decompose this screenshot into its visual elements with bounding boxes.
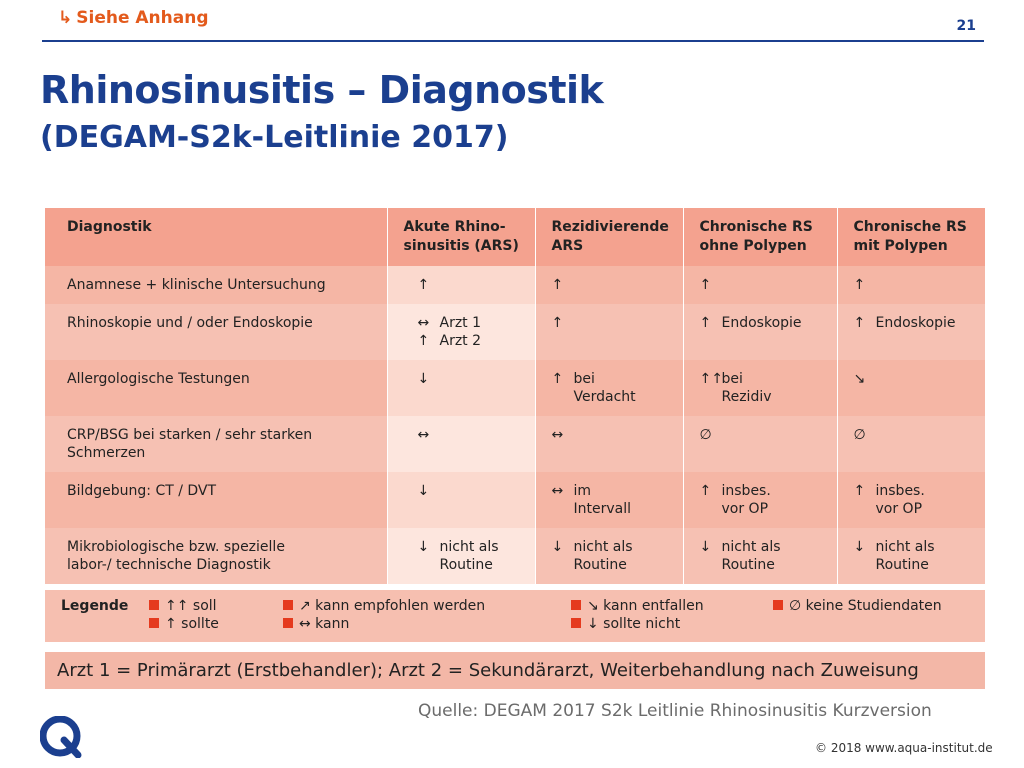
cell-line — [552, 556, 683, 574]
cell-line — [854, 500, 986, 518]
footnote-box: Arzt 1 = Primärarzt (Erstbehandler); Arzt 2 = Sekundärarzt, Weiterbehandlung nach Zuweisung — [45, 652, 985, 689]
cell-text: Endoskopie — [875, 315, 956, 331]
cell-line — [700, 556, 837, 574]
cell-line — [854, 482, 986, 500]
header-line: ohne Polypen — [699, 238, 807, 254]
recommendation-icon: ∅ — [853, 427, 866, 443]
table-cell — [683, 360, 837, 416]
table-cell — [837, 266, 985, 304]
cell-line — [854, 556, 986, 574]
legend-item — [773, 598, 942, 614]
recommendation-icon: ↔ — [551, 483, 564, 499]
source-citation: Quelle: DEGAM 2017 S2k Leitlinie Rhinosinusitis Kurzversion — [418, 701, 932, 721]
header-line: Chronische RS — [699, 219, 813, 235]
legend-title: Legende — [61, 598, 129, 614]
table-cell — [683, 266, 837, 304]
recommendation-icon: ↓ — [417, 539, 430, 555]
cell-text: Endoskopie — [721, 315, 802, 331]
aqua-logo-icon — [40, 716, 82, 758]
cell-text: bei — [721, 371, 743, 387]
recommendation-icon: ↑ — [551, 277, 564, 293]
cell-text: im — [573, 483, 592, 499]
legend-marker-icon — [283, 618, 293, 628]
cell-text: Routine — [721, 557, 775, 573]
cell-line — [418, 556, 535, 574]
cell-text: Routine — [875, 557, 929, 573]
recommendation-icon: ↑ — [853, 315, 866, 331]
cell-line — [700, 276, 837, 294]
cell-text: Arzt 1 — [439, 315, 482, 331]
row-label-line: Allergologische Testungen — [67, 371, 250, 387]
cell-text: Rezidiv — [721, 389, 772, 405]
legend-marker-icon — [283, 600, 293, 610]
recommendation-icon: ↑ — [551, 371, 564, 387]
cell-text: Routine — [573, 557, 627, 573]
cell-line — [552, 276, 683, 294]
cell-line — [854, 538, 986, 556]
cell-text: nicht als — [439, 539, 499, 555]
cell-line — [418, 426, 535, 444]
table-row — [45, 304, 985, 360]
cell-line — [854, 370, 986, 388]
diagnostics-table — [45, 208, 985, 584]
row-label — [45, 304, 387, 360]
table-row — [45, 360, 985, 416]
legend-item — [283, 598, 485, 614]
page-title: Rhinosinusitis – Diagnostik — [40, 68, 604, 112]
recommendation-icon: ↔ — [417, 427, 430, 443]
recommendation-icon: ↑ — [699, 277, 712, 293]
cell-line — [700, 482, 837, 500]
legend-item-label: ∅ keine Studiendaten — [789, 598, 942, 614]
cell-line — [700, 388, 837, 406]
table-cell — [837, 304, 985, 360]
header-line: Diagnostik — [67, 219, 152, 235]
table-cell — [535, 528, 683, 584]
table-cell — [837, 360, 985, 416]
table-cell — [683, 416, 837, 472]
table-row — [45, 416, 985, 472]
table-cell — [837, 416, 985, 472]
recommendation-icon: ↑ — [417, 277, 430, 293]
legend-marker-icon — [571, 618, 581, 628]
cell-line — [418, 332, 535, 350]
column-header — [45, 208, 387, 266]
recommendation-icon: ↓ — [853, 539, 866, 555]
column-header — [683, 208, 837, 266]
row-label-line: Anamnese + klinische Untersuchung — [67, 277, 326, 293]
row-label — [45, 472, 387, 528]
table-cell — [387, 416, 535, 472]
table-body — [45, 266, 985, 584]
recommendation-icon: ↑ — [551, 315, 564, 331]
row-label — [45, 528, 387, 584]
cell-text: Routine — [439, 557, 493, 573]
cell-line — [552, 500, 683, 518]
cell-text: nicht als — [875, 539, 935, 555]
legend-item — [571, 598, 704, 614]
return-arrow-icon: ↳ — [58, 8, 73, 28]
legend-marker-icon — [149, 600, 159, 610]
recommendation-icon: ↔ — [417, 315, 430, 331]
column-header — [535, 208, 683, 266]
cell-line — [552, 538, 683, 556]
header-line: mit Polypen — [853, 238, 948, 254]
table-cell — [683, 528, 837, 584]
header-line: ARS — [551, 238, 584, 254]
table-row — [45, 266, 985, 304]
legend-item — [571, 616, 680, 632]
header-line: sinusitis (ARS) — [403, 238, 519, 254]
legend-marker-icon — [571, 600, 581, 610]
row-label — [45, 360, 387, 416]
cell-line — [418, 482, 535, 500]
recommendation-icon: ∅ — [699, 427, 712, 443]
header-line: Akute Rhino- — [403, 219, 506, 235]
cell-line — [854, 426, 986, 444]
table-cell — [837, 528, 985, 584]
recommendation-icon: ↑ — [853, 483, 866, 499]
cell-text: Intervall — [573, 501, 632, 517]
legend-item — [283, 616, 349, 632]
cell-line — [700, 370, 837, 388]
cell-line — [552, 314, 683, 332]
table-cell — [387, 304, 535, 360]
table-cell — [387, 266, 535, 304]
cell-text: Arzt 2 — [439, 333, 482, 349]
column-header — [387, 208, 535, 266]
table-cell — [387, 472, 535, 528]
table-cell — [535, 360, 683, 416]
legend-item-label: ↔ kann — [299, 616, 350, 632]
cell-line — [418, 370, 535, 388]
table-cell — [387, 360, 535, 416]
table-row — [45, 472, 985, 528]
row-label-line: Schmerzen — [67, 445, 146, 461]
legend-item — [149, 598, 217, 614]
cell-text: nicht als — [721, 539, 781, 555]
recommendation-icon: ↔ — [551, 427, 564, 443]
cell-line — [418, 276, 535, 294]
header-line: Chronische RS — [853, 219, 967, 235]
recommendation-icon: ↓ — [699, 539, 712, 555]
recommendation-icon: ↑ — [853, 277, 866, 293]
appendix-label: Siehe Anhang — [76, 8, 209, 28]
cell-line — [552, 370, 683, 388]
page-number: 21 — [956, 18, 976, 34]
cell-line — [700, 538, 837, 556]
cell-text: insbes. — [721, 483, 771, 499]
column-header — [837, 208, 985, 266]
table-cell — [535, 416, 683, 472]
legend-box — [45, 590, 985, 642]
recommendation-icon: ↑ — [699, 315, 712, 331]
recommendation-icon: ↓ — [417, 483, 430, 499]
table-cell — [683, 304, 837, 360]
legend-item — [149, 616, 219, 632]
recommendation-icon: ↓ — [417, 371, 430, 387]
legend-marker-icon — [149, 618, 159, 628]
table-row — [45, 528, 985, 584]
recommendation-icon: ↑↑ — [699, 371, 723, 387]
table-cell — [535, 472, 683, 528]
recommendation-icon: ↓ — [551, 539, 564, 555]
cell-line — [854, 276, 986, 294]
table-cell — [387, 528, 535, 584]
legend-item-label: ↑ sollte — [165, 616, 219, 632]
legend-item-label: ↓ sollte nicht — [587, 616, 681, 632]
copyright-text: © 2018 www.aqua-institut.de — [815, 741, 993, 755]
cell-text: Verdacht — [573, 389, 636, 405]
recommendation-icon: ↑ — [417, 333, 430, 349]
cell-line — [418, 314, 535, 332]
cell-text: bei — [573, 371, 595, 387]
recommendation-icon: ↑ — [699, 483, 712, 499]
cell-line — [700, 314, 837, 332]
cell-line — [552, 426, 683, 444]
row-label-line: Mikrobiologische bzw. spezielle — [67, 539, 285, 555]
legend-item-label: ↗ kann empfohlen werden — [299, 598, 486, 614]
appendix-link[interactable] — [58, 8, 209, 28]
legend-marker-icon — [773, 600, 783, 610]
cell-text: nicht als — [573, 539, 633, 555]
cell-line — [418, 538, 535, 556]
cell-line — [700, 500, 837, 518]
table-cell — [535, 266, 683, 304]
cell-text: vor OP — [721, 501, 769, 517]
legend-item-label: ↘ kann entfallen — [587, 598, 704, 614]
row-label — [45, 266, 387, 304]
table-cell — [683, 472, 837, 528]
header-bar — [42, 6, 984, 42]
row-label-line: labor-/ technische Diagnostik — [67, 557, 271, 573]
row-label — [45, 416, 387, 472]
cell-line — [854, 314, 986, 332]
row-label-line: Rhinoskopie und / oder Endoskopie — [67, 315, 313, 331]
cell-line — [700, 426, 837, 444]
cell-text: insbes. — [875, 483, 925, 499]
legend-item-label: ↑↑ soll — [165, 598, 217, 614]
table-cell — [837, 472, 985, 528]
header-line: Rezidivierende — [551, 219, 669, 235]
cell-line — [552, 482, 683, 500]
row-label-line: Bildgebung: CT / DVT — [67, 483, 217, 499]
table-cell — [535, 304, 683, 360]
recommendation-icon: ↘ — [853, 371, 866, 387]
cell-text: vor OP — [875, 501, 923, 517]
table-header-row — [45, 208, 985, 266]
row-label-line: CRP/BSG bei starken / sehr starken — [67, 427, 313, 443]
page-subtitle: (DEGAM-S2k-Leitlinie 2017) — [40, 120, 509, 155]
cell-line — [552, 388, 683, 406]
